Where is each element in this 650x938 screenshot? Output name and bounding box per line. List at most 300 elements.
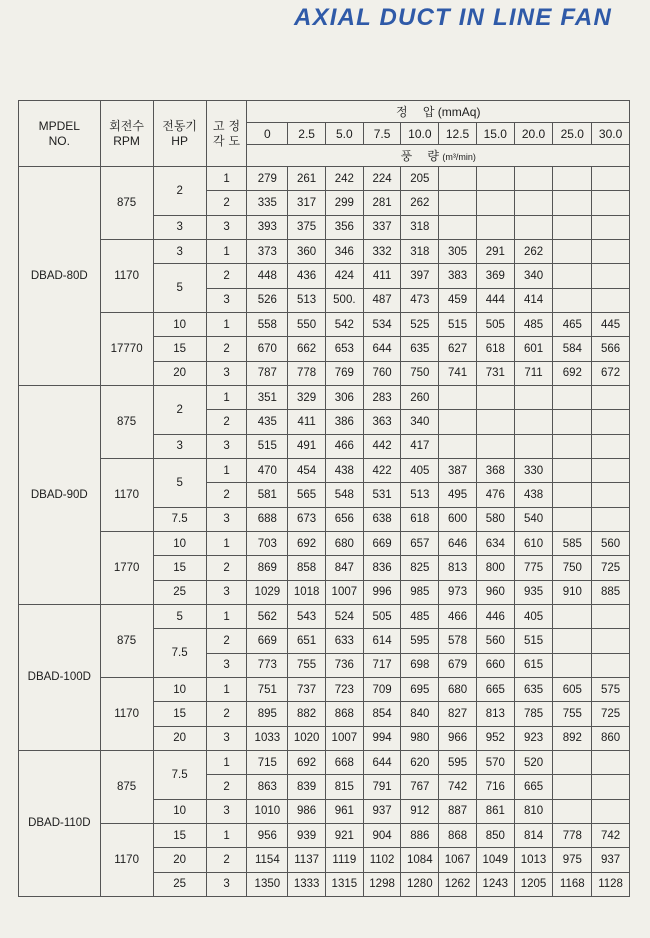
flow-cell: 716 <box>476 775 514 799</box>
flow-cell <box>592 191 630 215</box>
flow-cell: 369 <box>476 264 514 288</box>
flow-cell <box>553 385 592 409</box>
flow-cell: 921 <box>325 823 363 847</box>
flow-cell: 1298 <box>363 872 401 896</box>
hp-header <box>153 101 206 167</box>
flow-cell: 491 <box>288 434 326 458</box>
flow-cell: 346 <box>325 239 363 263</box>
flow-cell: 956 <box>247 823 288 847</box>
flow-cell <box>514 215 553 239</box>
flow-cell: 615 <box>514 653 553 677</box>
flow-cell: 854 <box>363 702 401 726</box>
flow-cell: 665 <box>476 677 514 701</box>
flow-cell: 411 <box>288 410 326 434</box>
flow-cell: 578 <box>439 629 477 653</box>
angle-cell: 2 <box>206 775 247 799</box>
flow-cell <box>553 629 592 653</box>
model-cell: DBAD-110D <box>19 750 101 896</box>
pressure-header <box>247 101 630 123</box>
flow-cell: 618 <box>476 337 514 361</box>
flow-cell <box>592 775 630 799</box>
flow-cell: 839 <box>288 775 326 799</box>
flow-cell <box>439 191 477 215</box>
flow-cell: 860 <box>592 726 630 750</box>
hp-cell: 10 <box>153 677 206 701</box>
flow-cell: 627 <box>439 337 477 361</box>
flow-cell: 548 <box>325 483 363 507</box>
flow-cell <box>592 604 630 628</box>
flow-cell: 813 <box>476 702 514 726</box>
flow-cell: 939 <box>288 823 326 847</box>
flow-cell: 800 <box>476 556 514 580</box>
model-header-line2: NO. <box>48 133 70 148</box>
flow-cell: 1084 <box>401 848 439 872</box>
hp-cell: 10 <box>153 531 206 555</box>
flow-unit: (m³/min) <box>442 152 476 162</box>
table-row <box>19 531 630 555</box>
rpm-cell: 1170 <box>100 823 153 896</box>
flow-cell: 318 <box>401 215 439 239</box>
flow-cell: 446 <box>476 604 514 628</box>
flow-cell: 445 <box>592 312 630 336</box>
pressure-col-2: 5.0 <box>325 123 363 145</box>
flow-cell: 618 <box>401 507 439 531</box>
angle-cell: 3 <box>206 872 247 896</box>
flow-cell: 1007 <box>325 726 363 750</box>
flow-cell <box>592 629 630 653</box>
table-row <box>19 167 630 191</box>
flow-cell: 513 <box>288 288 326 312</box>
pressure-col-8: 25.0 <box>553 123 592 145</box>
flow-cell: 620 <box>401 750 439 774</box>
flow-cell: 383 <box>439 264 477 288</box>
flow-cell <box>553 239 592 263</box>
flow-cell: 261 <box>288 167 326 191</box>
flow-cell: 966 <box>439 726 477 750</box>
flow-cell: 887 <box>439 799 477 823</box>
flow-cell: 813 <box>439 556 477 580</box>
flow-cell <box>439 410 477 434</box>
flow-cell: 787 <box>247 361 288 385</box>
flow-cell: 1137 <box>288 848 326 872</box>
flow-cell: 558 <box>247 312 288 336</box>
flow-cell <box>592 507 630 531</box>
hp-cell: 10 <box>153 799 206 823</box>
flow-cell: 515 <box>247 434 288 458</box>
flow-cell <box>476 410 514 434</box>
flow-cell: 692 <box>553 361 592 385</box>
angle-cell: 1 <box>206 385 247 409</box>
flow-cell: 657 <box>401 531 439 555</box>
flow-cell: 513 <box>401 483 439 507</box>
flow-cell <box>476 385 514 409</box>
flow-cell: 505 <box>476 312 514 336</box>
flow-cell: 1119 <box>325 848 363 872</box>
flow-cell: 281 <box>363 191 401 215</box>
table-row <box>19 750 630 774</box>
flow-cell: 386 <box>325 410 363 434</box>
hp-cell: 7.5 <box>153 507 206 531</box>
flow-cell <box>592 264 630 288</box>
flow-cell: 438 <box>325 458 363 482</box>
angle-cell: 2 <box>206 848 247 872</box>
angle-cell: 2 <box>206 702 247 726</box>
flow-cell: 1315 <box>325 872 363 896</box>
hp-cell: 3 <box>153 239 206 263</box>
flow-cell: 750 <box>401 361 439 385</box>
flow-cell <box>514 385 553 409</box>
rpm-header-line2: RPM <box>113 133 140 148</box>
flow-cell <box>592 385 630 409</box>
flow-cell: 242 <box>325 167 363 191</box>
flow-cell: 731 <box>476 361 514 385</box>
flow-cell: 299 <box>325 191 363 215</box>
flow-cell: 791 <box>363 775 401 799</box>
flow-cell: 634 <box>476 531 514 555</box>
flow-cell: 656 <box>325 507 363 531</box>
flow-cell: 775 <box>514 556 553 580</box>
flow-cell <box>553 653 592 677</box>
flow-cell: 679 <box>439 653 477 677</box>
angle-cell: 1 <box>206 458 247 482</box>
flow-cell: 910 <box>553 580 592 604</box>
flow-cell: 375 <box>288 215 326 239</box>
flow-cell: 644 <box>363 337 401 361</box>
table-row <box>19 604 630 628</box>
hp-cell: 2 <box>153 385 206 434</box>
flow-cell <box>592 750 630 774</box>
flow-cell: 1018 <box>288 580 326 604</box>
flow-cell <box>553 750 592 774</box>
flow-cell: 760 <box>363 361 401 385</box>
flow-cell: 283 <box>363 385 401 409</box>
hp-header-line1: 전동기 <box>162 118 198 133</box>
hp-cell: 5 <box>153 264 206 313</box>
flow-cell: 885 <box>592 580 630 604</box>
flow-cell: 869 <box>247 556 288 580</box>
flow-cell: 742 <box>592 823 630 847</box>
angle-cell: 3 <box>206 726 247 750</box>
flow-cell <box>553 410 592 434</box>
flow-cell: 960 <box>476 580 514 604</box>
flow-cell: 633 <box>325 629 363 653</box>
flow-cell: 495 <box>439 483 477 507</box>
flow-cell: 810 <box>514 799 553 823</box>
flow-cell: 755 <box>288 653 326 677</box>
angle-cell: 2 <box>206 191 247 215</box>
flow-cell: 827 <box>439 702 477 726</box>
hp-cell: 15 <box>153 823 206 847</box>
flow-cell: 560 <box>476 629 514 653</box>
pressure-col-4: 10.0 <box>401 123 439 145</box>
flow-cell: 317 <box>288 191 326 215</box>
flow-cell <box>553 775 592 799</box>
flow-cell: 1205 <box>514 872 553 896</box>
flow-cell: 454 <box>288 458 326 482</box>
flow-cell: 515 <box>439 312 477 336</box>
flow-cell: 635 <box>401 337 439 361</box>
flow-cell: 465 <box>553 312 592 336</box>
flow-cell: 485 <box>401 604 439 628</box>
flow-cell: 262 <box>401 191 439 215</box>
flow-cell: 1102 <box>363 848 401 872</box>
flow-cell: 393 <box>247 215 288 239</box>
flow-cell <box>592 410 630 434</box>
flow-cell: 585 <box>553 531 592 555</box>
flow-cell <box>514 434 553 458</box>
flow-cell: 524 <box>325 604 363 628</box>
hp-cell: 5 <box>153 458 206 507</box>
flow-cell: 635 <box>514 677 553 701</box>
flow-cell <box>553 215 592 239</box>
angle-cell: 1 <box>206 167 247 191</box>
flow-cell: 470 <box>247 458 288 482</box>
pressure-col-7: 20.0 <box>514 123 553 145</box>
flow-cell: 466 <box>439 604 477 628</box>
flow-cell: 1243 <box>476 872 514 896</box>
flow-cell: 526 <box>247 288 288 312</box>
flow-cell: 435 <box>247 410 288 434</box>
flow-cell: 695 <box>401 677 439 701</box>
flow-cell: 351 <box>247 385 288 409</box>
flow-cell: 662 <box>288 337 326 361</box>
flow-cell: 605 <box>553 677 592 701</box>
flow-cell: 778 <box>553 823 592 847</box>
flow-cell: 952 <box>476 726 514 750</box>
angle-cell: 1 <box>206 823 247 847</box>
flow-cell: 335 <box>247 191 288 215</box>
flow-cell: 912 <box>401 799 439 823</box>
flow-cell: 405 <box>514 604 553 628</box>
flow-cell: 306 <box>325 385 363 409</box>
flow-cell: 725 <box>592 556 630 580</box>
flow-cell: 340 <box>401 410 439 434</box>
pressure-unit: (mmAq) <box>437 105 481 119</box>
flow-cell: 723 <box>325 677 363 701</box>
flow-cell: 515 <box>514 629 553 653</box>
flow-cell <box>553 434 592 458</box>
flow-cell: 688 <box>247 507 288 531</box>
rpm-cell: 875 <box>100 167 153 240</box>
angle-cell: 2 <box>206 556 247 580</box>
flow-cell: 505 <box>363 604 401 628</box>
flow-cell: 994 <box>363 726 401 750</box>
flow-cell: 438 <box>514 483 553 507</box>
flow-cell: 1350 <box>247 872 288 896</box>
flow-cell: 863 <box>247 775 288 799</box>
table-row <box>19 823 630 847</box>
flow-cell: 414 <box>514 288 553 312</box>
flow-cell: 329 <box>288 385 326 409</box>
flow-cell: 668 <box>325 750 363 774</box>
flow-cell: 340 <box>514 264 553 288</box>
flow-cell <box>439 215 477 239</box>
flow-cell: 980 <box>401 726 439 750</box>
flow-cell: 570 <box>476 750 514 774</box>
flow-cell <box>553 604 592 628</box>
model-header <box>19 101 101 167</box>
model-cell: DBAD-100D <box>19 604 101 750</box>
angle-cell: 1 <box>206 531 247 555</box>
flow-cell: 373 <box>247 239 288 263</box>
table-body <box>19 167 630 897</box>
hp-cell: 2 <box>153 167 206 216</box>
pressure-col-0: 0 <box>247 123 288 145</box>
table-row <box>19 239 630 263</box>
flow-cell: 500. <box>325 288 363 312</box>
flow-cell: 973 <box>439 580 477 604</box>
flow-cell: 356 <box>325 215 363 239</box>
flow-cell: 601 <box>514 337 553 361</box>
flow-cell: 1280 <box>401 872 439 896</box>
angle-cell: 3 <box>206 215 247 239</box>
flow-cell: 584 <box>553 337 592 361</box>
flow-cell: 525 <box>401 312 439 336</box>
flow-cell: 725 <box>592 702 630 726</box>
hp-cell: 15 <box>153 556 206 580</box>
rpm-cell: 1170 <box>100 458 153 531</box>
flow-cell: 422 <box>363 458 401 482</box>
flow-cell <box>592 215 630 239</box>
flow-cell: 565 <box>288 483 326 507</box>
flow-cell: 669 <box>363 531 401 555</box>
rpm-cell: 875 <box>100 385 153 458</box>
rpm-cell: 17770 <box>100 312 153 385</box>
flow-cell: 868 <box>439 823 477 847</box>
flow-cell: 205 <box>401 167 439 191</box>
flow-cell: 741 <box>439 361 477 385</box>
flow-cell: 473 <box>401 288 439 312</box>
flow-cell <box>553 288 592 312</box>
flow-cell: 459 <box>439 288 477 312</box>
flow-cell <box>553 483 592 507</box>
hp-cell: 25 <box>153 872 206 896</box>
flow-cell: 1013 <box>514 848 553 872</box>
flow-cell: 692 <box>288 531 326 555</box>
flow-cell: 363 <box>363 410 401 434</box>
hp-cell: 20 <box>153 848 206 872</box>
hp-cell: 15 <box>153 337 206 361</box>
flow-cell: 485 <box>514 312 553 336</box>
flow-cell: 815 <box>325 775 363 799</box>
hp-cell: 5 <box>153 604 206 628</box>
flow-cell: 985 <box>401 580 439 604</box>
flow-cell <box>514 410 553 434</box>
flow-cell: 279 <box>247 167 288 191</box>
flow-cell: 751 <box>247 677 288 701</box>
hp-cell: 10 <box>153 312 206 336</box>
flow-cell: 566 <box>592 337 630 361</box>
flow-cell: 262 <box>514 239 553 263</box>
flow-cell: 895 <box>247 702 288 726</box>
flow-cell: 1128 <box>592 872 630 896</box>
flow-cell: 644 <box>363 750 401 774</box>
angle-cell: 2 <box>206 264 247 288</box>
flow-cell: 575 <box>592 677 630 701</box>
flow-cell: 737 <box>288 677 326 701</box>
flow-cell: 1033 <box>247 726 288 750</box>
flow-cell <box>553 264 592 288</box>
flow-cell: 673 <box>288 507 326 531</box>
flow-cell <box>592 167 630 191</box>
flow-cell <box>592 288 630 312</box>
hp-cell: 20 <box>153 361 206 385</box>
fix-angle-header-line2: 각 도 <box>213 133 241 148</box>
flow-cell: 836 <box>363 556 401 580</box>
flow-cell: 680 <box>325 531 363 555</box>
flow-cell: 540 <box>514 507 553 531</box>
flow-cell: 411 <box>363 264 401 288</box>
flow-cell: 892 <box>553 726 592 750</box>
flow-cell: 769 <box>325 361 363 385</box>
flow-cell: 1168 <box>553 872 592 896</box>
flow-cell: 923 <box>514 726 553 750</box>
flow-label: 풍 량 <box>400 149 440 163</box>
hp-cell: 7.5 <box>153 750 206 799</box>
flow-cell <box>476 167 514 191</box>
flow-cell: 444 <box>476 288 514 312</box>
angle-cell: 3 <box>206 288 247 312</box>
flow-cell: 595 <box>439 750 477 774</box>
flow-cell: 531 <box>363 483 401 507</box>
flow-cell: 580 <box>476 507 514 531</box>
flow-cell: 669 <box>247 629 288 653</box>
flow-cell: 442 <box>363 434 401 458</box>
flow-cell: 660 <box>476 653 514 677</box>
angle-cell: 3 <box>206 361 247 385</box>
model-header-line1: MPDEL <box>38 118 80 133</box>
flow-cell <box>553 191 592 215</box>
flow-cell: 868 <box>325 702 363 726</box>
flow-cell: 767 <box>401 775 439 799</box>
flow-cell: 672 <box>592 361 630 385</box>
angle-cell: 3 <box>206 653 247 677</box>
flow-cell: 1029 <box>247 580 288 604</box>
flow-cell <box>514 167 553 191</box>
rpm-cell: 875 <box>100 750 153 823</box>
flow-cell: 436 <box>288 264 326 288</box>
flow-cell: 318 <box>401 239 439 263</box>
flow-cell: 330 <box>514 458 553 482</box>
hp-cell: 20 <box>153 726 206 750</box>
flow-cell: 417 <box>401 434 439 458</box>
flow-cell: 937 <box>363 799 401 823</box>
flow-cell: 1020 <box>288 726 326 750</box>
flow-cell: 305 <box>439 239 477 263</box>
flow-cell <box>553 799 592 823</box>
fan-spec-table <box>18 100 630 897</box>
flow-cell: 1262 <box>439 872 477 896</box>
flow-cell: 476 <box>476 483 514 507</box>
flow-cell: 935 <box>514 580 553 604</box>
flow-cell <box>514 191 553 215</box>
flow-cell: 750 <box>553 556 592 580</box>
flow-cell: 703 <box>247 531 288 555</box>
flow-cell <box>439 434 477 458</box>
flow-cell: 692 <box>288 750 326 774</box>
flow-cell: 742 <box>439 775 477 799</box>
flow-cell <box>439 167 477 191</box>
pressure-col-6: 15.0 <box>476 123 514 145</box>
flow-cell <box>553 167 592 191</box>
table-row <box>19 677 630 701</box>
flow-cell: 387 <box>439 458 477 482</box>
flow-cell: 1049 <box>476 848 514 872</box>
flow-cell: 550 <box>288 312 326 336</box>
pressure-col-3: 7.5 <box>363 123 401 145</box>
flow-cell: 717 <box>363 653 401 677</box>
rpm-cell: 1170 <box>100 239 153 312</box>
